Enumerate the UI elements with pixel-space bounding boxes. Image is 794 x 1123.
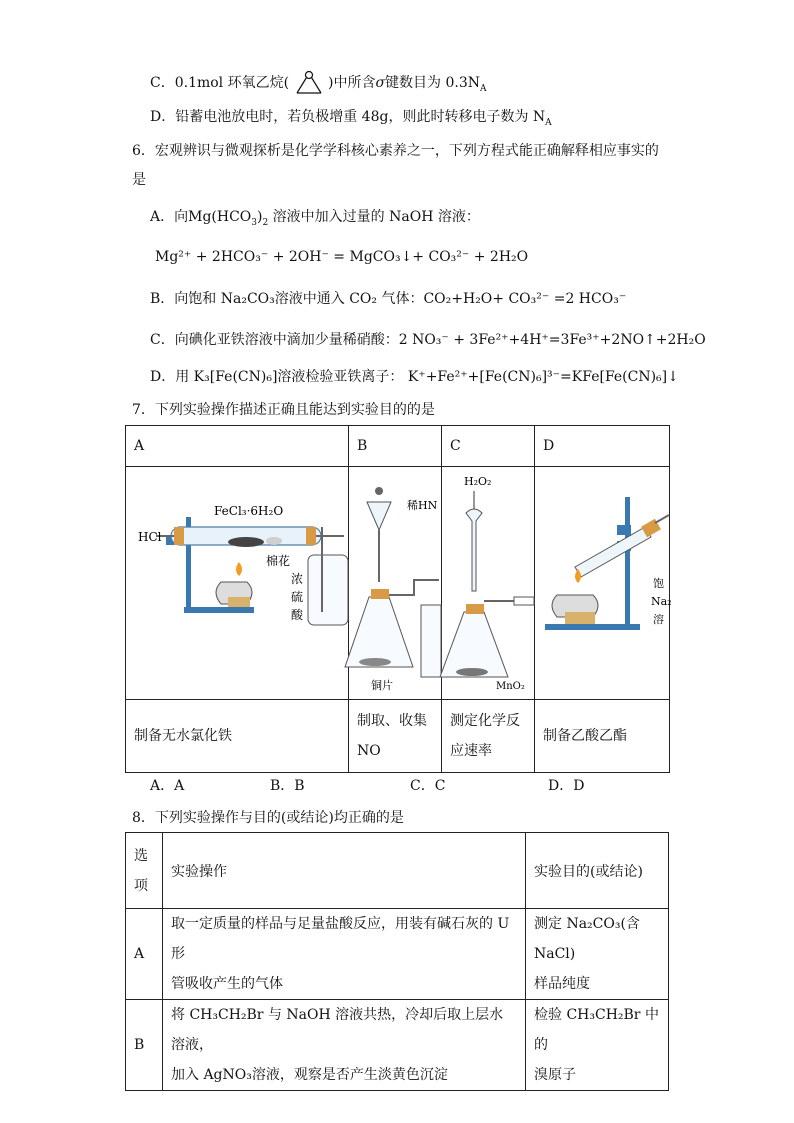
- copper-label: 铜片: [371, 679, 393, 692]
- q7-apparatus-b: [349, 467, 442, 700]
- ethyl-acetate-apparatus: [535, 467, 672, 695]
- q6-option-a: A．向$Mg(HCO_3)_2$ 溶液中加入过量的 NaOH 溶液：: [150, 209, 480, 228]
- no-generation-apparatus: [349, 467, 441, 695]
- q7-option-c: C．C: [410, 778, 446, 794]
- q8-header-option: 选 项: [126, 833, 163, 909]
- q5-option-d: D．铅蓄电池放电时，若负极增重 48g，则此时转移电子数为 $N_A$: [150, 109, 552, 128]
- q8-header-operation: 实验操作: [163, 833, 526, 909]
- q6-stem-line1: 6．宏观辨识与微观探析是化学学科核心素养之一，下列方程式能正确解释相应事实的: [132, 143, 659, 159]
- q6-option-c: C．向碘化亚铁溶液中滴加少量稀硝酸：2 NO₃⁻ + 3Fe²⁺+4H⁺=3Fe³⁺+2NO↑+2H₂O: [150, 332, 706, 348]
- q6-stem-line2: 是: [132, 172, 146, 188]
- q7-caption-c: 测定化学反 应速率: [442, 700, 535, 773]
- epoxide-ring-icon: [294, 70, 324, 96]
- q7-apparatus-d: [535, 467, 670, 700]
- q8-table: [125, 832, 669, 1091]
- q7-header-a: A: [126, 426, 349, 467]
- q8-header-purpose: 实验目的(或结论): [526, 833, 669, 909]
- conc-sulfuric-label-2: 硫: [291, 590, 304, 604]
- conc-sulfuric-label-3: 酸: [291, 608, 304, 622]
- q5-option-c: C．0.1mol 环氧乙烷( )中所含σ键数目为 $0.3N_A$: [150, 70, 486, 96]
- q6-option-a-equation: Mg²⁺ + 2HCO₃⁻ + 2OH⁻ = MgCO₃↓+ CO₃²⁻ + 2H₂O: [155, 249, 529, 265]
- reaction-rate-apparatus: [442, 467, 534, 695]
- conc-sulfuric-label-1: 浓: [291, 572, 304, 586]
- q8-stem: 8．下列实验操作与目的(或结论)均正确的是: [132, 810, 404, 826]
- fecl3-label: FeCl₃·6H₂O: [214, 504, 284, 518]
- q7-stem: 7．下列实验操作描述正确且能达到实验目的的是: [132, 402, 435, 418]
- q6-option-b: B．向饱和 Na₂CO₃溶液中通入 CO₂ 气体：CO₂+H₂O+ CO₃²⁻ =2 HCO₃⁻: [150, 291, 627, 307]
- dilute-nitric-label: 稀HN: [407, 499, 438, 512]
- q7-caption-d: 制备乙酸乙酯: [535, 700, 670, 773]
- q7-option-a: A．A: [150, 778, 185, 794]
- q8-row-b-purpose: 检验 CH₃CH₂Br 中的 溴原子: [526, 1000, 669, 1091]
- q7-caption-a: 制备无水氯化铁: [126, 700, 349, 773]
- q7-header-d: D: [535, 426, 670, 467]
- q7-caption-b: 制取、收集 NO: [349, 700, 442, 773]
- q7-header-b: B: [349, 426, 442, 467]
- q7-apparatus-c: [442, 467, 535, 700]
- anhydrous-fecl3-apparatus: [126, 467, 348, 695]
- q8-row-a-operation: 取一定质量的样品与足量盐酸反应，用装有碱石灰的 U 形 管吸收产生的气体: [163, 909, 526, 1000]
- q8-row-a-option: A: [126, 909, 163, 1000]
- q8-row-b-operation: 将 CH₃CH₂Br 与 NaOH 溶液共热，冷却后取上层水溶液， 加入 AgNO₃溶液，观察是否产生淡黄色沉淀: [163, 1000, 526, 1091]
- q7-table: [125, 425, 670, 773]
- side-label-2: Na₂: [651, 595, 672, 608]
- q8-row-b-option: B: [126, 1000, 163, 1091]
- q7-option-b: B．B: [270, 778, 305, 794]
- mno2-label: MnO₂: [496, 681, 525, 692]
- q7-header-c: C: [442, 426, 535, 467]
- hcl-label: HCl: [138, 530, 162, 544]
- side-label-1: 饱: [653, 577, 664, 590]
- q7-apparatus-a: [126, 467, 349, 700]
- side-label-3: 溶: [653, 613, 664, 626]
- q8-row-a-purpose: 测定 Na₂CO₃(含 NaCl) 样品纯度: [526, 909, 669, 1000]
- q7-option-d: D．D: [548, 778, 585, 794]
- h2o2-label: H₂O₂: [464, 475, 492, 488]
- cotton-label: 棉花: [266, 554, 291, 568]
- q6-option-d: D．用 K₃[Fe(CN)₆]溶液检验亚铁离子： K⁺+Fe²⁺+[Fe(CN)₆]³⁻=KFe[Fe(CN)₆]↓: [150, 369, 679, 385]
